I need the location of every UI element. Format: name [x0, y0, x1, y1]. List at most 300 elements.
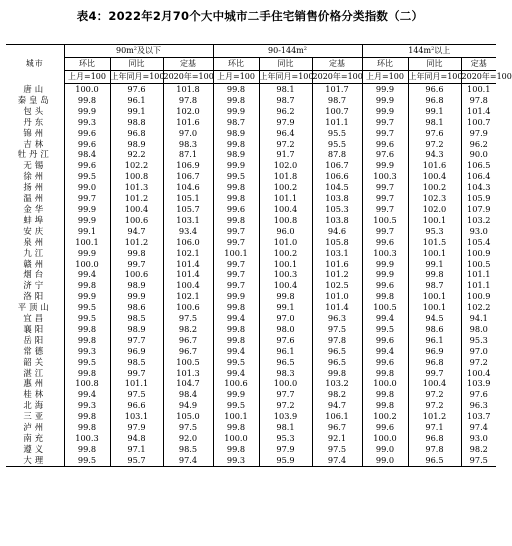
index-value-cell: 99.6	[362, 139, 408, 150]
index-value-cell: 101.0	[259, 237, 312, 248]
index-value-cell: 96.1	[259, 346, 312, 357]
index-value-cell: 97.5	[461, 455, 496, 466]
index-value-cell: 98.9	[110, 139, 163, 150]
index-value-cell: 94.3	[408, 149, 461, 160]
index-value-cell: 99.8	[213, 84, 259, 95]
sub-header-yoy: 同比	[259, 58, 312, 71]
city-name-cell: 桂林	[23, 389, 47, 400]
index-value-cell: 97.8	[312, 335, 362, 346]
index-value-cell: 99.5	[64, 357, 110, 368]
index-value-cell: 100.4	[259, 204, 312, 215]
index-value-cell: 95.3	[461, 335, 496, 346]
index-value-cell: 99.7	[362, 226, 408, 237]
index-value-cell: 99.5	[64, 302, 110, 313]
index-value-cell: 101.2	[110, 237, 163, 248]
index-value-cell: 98.9	[110, 324, 163, 335]
index-value-cell: 96.5	[259, 357, 312, 368]
index-value-cell: 97.8	[408, 444, 461, 455]
index-value-cell: 97.7	[259, 389, 312, 400]
table-row	[6, 215, 496, 226]
city-name-cell: 唐山	[23, 83, 47, 94]
index-value-cell: 105.1	[163, 193, 213, 204]
index-value-cell: 99.6	[362, 335, 408, 346]
table-title: 表4：2022年2月70个大中城市二手住宅销售价格分类指数（二）	[76, 9, 424, 23]
index-value-cell: 100.5	[163, 357, 213, 368]
index-value-cell: 99.3	[64, 117, 110, 128]
index-value-cell: 107.9	[461, 204, 496, 215]
city-name-cell: 洛阳	[23, 291, 47, 302]
index-value-cell: 94.6	[312, 226, 362, 237]
index-value-cell: 90.0	[461, 149, 496, 160]
index-value-cell: 99.8	[64, 422, 110, 433]
city-name-cell: 秦皇岛	[17, 94, 52, 105]
sub-header-fixed-base: 定基	[461, 58, 496, 71]
city-name-cell: 无锡	[23, 160, 47, 171]
base-header-prev-year-month: 上年同月=100	[259, 71, 312, 84]
city-name-cell: 岳阳	[23, 334, 47, 345]
index-value-cell: 101.6	[408, 160, 461, 171]
city-name-cell: 宜昌	[23, 313, 47, 324]
index-value-cell: 99.8	[213, 324, 259, 335]
index-value-cell: 97.8	[163, 95, 213, 106]
index-value-cell: 96.0	[259, 226, 312, 237]
table-row	[6, 84, 496, 95]
index-value-cell: 96.8	[408, 433, 461, 444]
index-value-cell: 96.1	[408, 335, 461, 346]
index-value-cell: 98.1	[259, 84, 312, 95]
index-value-cell: 97.2	[408, 389, 461, 400]
city-name-cell: 遵义	[23, 443, 47, 454]
index-value-cell: 97.5	[110, 389, 163, 400]
index-value-cell: 99.1	[110, 106, 163, 117]
table-row	[6, 117, 496, 128]
index-value-cell: 106.7	[312, 160, 362, 171]
index-value-cell: 99.7	[213, 269, 259, 280]
city-name-cell: 牡丹江	[17, 149, 52, 160]
index-value-cell: 101.5	[408, 237, 461, 248]
city-name-cell: 襄阳	[23, 323, 47, 334]
group-header-90-144: $90-144m^2$	[213, 45, 362, 58]
index-value-cell: 104.3	[461, 182, 496, 193]
index-value-cell: 103.9	[461, 378, 496, 389]
table-row	[6, 313, 496, 324]
index-value-cell: 99.8	[213, 422, 259, 433]
index-value-cell: 101.3	[163, 368, 213, 379]
index-value-cell: 100.0	[64, 84, 110, 95]
index-value-cell: 102.2	[461, 302, 496, 313]
index-value-cell: 97.4	[461, 422, 496, 433]
index-value-cell: 96.3	[312, 313, 362, 324]
index-value-cell: 97.5	[163, 313, 213, 324]
table-row	[6, 280, 496, 291]
index-value-cell: 99.9	[213, 291, 259, 302]
index-value-cell: 103.9	[259, 411, 312, 422]
index-value-cell: 101.7	[312, 84, 362, 95]
index-value-cell: 99.3	[64, 346, 110, 357]
index-value-cell: 97.8	[461, 95, 496, 106]
index-value-cell: 99.4	[213, 346, 259, 357]
table-row	[6, 95, 496, 106]
index-value-cell: 99.6	[362, 237, 408, 248]
index-value-cell: 106.4	[461, 171, 496, 182]
index-value-cell: 101.1	[110, 378, 163, 389]
index-value-cell: 106.1	[312, 411, 362, 422]
index-value-cell: 99.9	[213, 106, 259, 117]
city-name-cell: 韶关	[23, 356, 47, 367]
city-name-cell: 济宁	[23, 280, 47, 291]
index-value-cell: 97.9	[259, 444, 312, 455]
index-value-cell: 98.0	[259, 324, 312, 335]
index-value-cell: 100.5	[362, 302, 408, 313]
city-name-cell: 常德	[23, 345, 47, 356]
city-name-cell: 大理	[6, 455, 64, 466]
index-value-cell: 99.1	[259, 302, 312, 313]
table-row	[6, 389, 496, 400]
index-value-cell: 99.7	[362, 193, 408, 204]
index-value-cell: 96.8	[110, 128, 163, 139]
index-value-cell: 97.6	[259, 335, 312, 346]
base-header-prev-month: 上月=100	[64, 71, 110, 84]
city-name-cell: 丹东	[23, 116, 47, 127]
index-value-cell: 99.8	[213, 182, 259, 193]
index-value-cell: 92.2	[110, 149, 163, 160]
city-name-cell: 九江	[23, 247, 47, 258]
index-value-cell: 98.9	[213, 128, 259, 139]
index-value-cell: 101.1	[312, 117, 362, 128]
index-value-cell: 98.3	[163, 139, 213, 150]
index-value-cell: 99.0	[64, 182, 110, 193]
index-value-cell: 99.1	[408, 259, 461, 270]
index-value-cell: 100.0	[259, 378, 312, 389]
base-header-year-2020: 2020年=100	[461, 71, 496, 84]
index-value-cell: 99.8	[64, 280, 110, 291]
index-value-cell: 104.5	[312, 182, 362, 193]
index-value-cell: 101.6	[312, 259, 362, 270]
index-value-cell: 99.8	[64, 444, 110, 455]
sub-header-yoy: 同比	[110, 58, 163, 71]
index-value-cell: 96.7	[163, 335, 213, 346]
index-value-cell: 102.0	[163, 106, 213, 117]
city-name-cell: 北海	[23, 400, 47, 411]
index-value-cell: 97.6	[362, 149, 408, 160]
index-value-cell: 97.2	[408, 400, 461, 411]
index-value-cell: 98.6	[110, 302, 163, 313]
city-name-cell: 湛江	[23, 367, 47, 378]
base-header-prev-year-month: 上年同月=100	[408, 71, 461, 84]
index-value-cell: 100.1	[259, 259, 312, 270]
index-value-cell: 100.1	[408, 291, 461, 302]
table-row	[6, 269, 496, 280]
city-name-cell: 烟台	[23, 269, 47, 280]
index-value-cell: 97.2	[259, 400, 312, 411]
base-header-year-2020: 2020年=100	[163, 71, 213, 84]
index-value-cell: 103.1	[312, 248, 362, 259]
index-value-cell: 100.0	[362, 378, 408, 389]
index-value-cell: 98.2	[461, 444, 496, 455]
index-value-cell: 99.5	[64, 171, 110, 182]
index-value-cell: 99.9	[362, 269, 408, 280]
index-value-cell: 99.9	[362, 95, 408, 106]
index-value-cell: 99.8	[362, 291, 408, 302]
index-value-cell: 100.1	[408, 302, 461, 313]
index-value-cell: 94.9	[163, 400, 213, 411]
city-name-cell: 包头	[23, 105, 47, 116]
table-row	[6, 433, 496, 444]
city-name-cell: 徐州	[23, 171, 47, 182]
index-value-cell: 100.6	[213, 378, 259, 389]
city-name-cell: 扬州	[23, 182, 47, 193]
index-value-cell: 99.8	[213, 335, 259, 346]
index-value-cell: 99.8	[213, 95, 259, 106]
index-value-cell: 100.3	[64, 433, 110, 444]
index-value-cell: 97.0	[163, 128, 213, 139]
index-value-cell: 106.9	[163, 160, 213, 171]
index-value-cell: 99.8	[213, 215, 259, 226]
index-value-cell: 99.4	[213, 313, 259, 324]
index-value-cell: 100.1	[213, 411, 259, 422]
city-column-header: 城市	[6, 45, 64, 84]
index-value-cell: 102.0	[259, 160, 312, 171]
index-value-cell: 101.8	[259, 171, 312, 182]
index-value-cell: 100.4	[408, 378, 461, 389]
index-value-cell: 99.8	[213, 193, 259, 204]
index-value-cell: 97.7	[110, 335, 163, 346]
index-value-cell: 98.7	[213, 117, 259, 128]
index-value-cell: 100.0	[362, 433, 408, 444]
index-value-cell: 99.9	[64, 215, 110, 226]
index-value-cell: 100.9	[461, 291, 496, 302]
index-value-cell: 106.6	[312, 171, 362, 182]
index-value-cell: 103.1	[163, 215, 213, 226]
index-value-cell: 99.5	[64, 313, 110, 324]
index-value-cell: 96.7	[312, 422, 362, 433]
table-row	[6, 357, 496, 368]
index-value-cell: 101.6	[163, 117, 213, 128]
index-value-cell: 97.0	[259, 313, 312, 324]
city-name-cell: 锦州	[23, 127, 47, 138]
index-value-cell: 100.3	[362, 171, 408, 182]
index-value-cell: 99.6	[362, 280, 408, 291]
table-row	[6, 160, 496, 171]
city-name-cell: 泉州	[23, 236, 47, 247]
table-row	[6, 368, 496, 379]
index-value-cell: 100.4	[259, 280, 312, 291]
index-value-cell: 95.3	[408, 226, 461, 237]
index-value-cell: 97.4	[163, 455, 213, 466]
index-value-cell: 101.8	[163, 84, 213, 95]
index-value-cell: 96.8	[408, 357, 461, 368]
index-value-cell: 104.6	[163, 182, 213, 193]
index-value-cell: 99.8	[64, 95, 110, 106]
index-value-cell: 100.6	[163, 302, 213, 313]
index-value-cell: 99.8	[213, 139, 259, 150]
index-value-cell: 99.4	[213, 368, 259, 379]
table-row	[6, 149, 496, 160]
table-row	[6, 444, 496, 455]
index-value-cell: 94.1	[461, 313, 496, 324]
index-value-cell: 99.7	[213, 237, 259, 248]
index-value-cell: 101.4	[461, 106, 496, 117]
index-value-cell: 102.3	[408, 193, 461, 204]
table-row	[6, 302, 496, 313]
index-value-cell: 98.5	[163, 444, 213, 455]
index-value-cell: 101.0	[312, 291, 362, 302]
index-value-cell: 99.8	[362, 389, 408, 400]
index-value-cell: 99.3	[213, 455, 259, 466]
index-value-cell: 97.2	[259, 139, 312, 150]
index-value-cell: 99.7	[213, 259, 259, 270]
table-body	[6, 84, 496, 467]
index-value-cell: 98.5	[110, 357, 163, 368]
table-row	[6, 346, 496, 357]
index-value-cell: 99.9	[64, 248, 110, 259]
index-value-cell: 103.8	[312, 193, 362, 204]
index-value-cell: 99.7	[110, 259, 163, 270]
index-value-cell: 99.9	[362, 84, 408, 95]
header-group-row	[6, 45, 496, 58]
city-name-cell: 平顶山	[17, 302, 52, 313]
index-value-cell: 100.4	[163, 280, 213, 291]
index-value-cell: 103.2	[312, 378, 362, 389]
index-value-cell: 99.8	[408, 269, 461, 280]
table-row	[6, 226, 496, 237]
index-value-cell: 99.4	[64, 269, 110, 280]
index-value-cell: 93.4	[163, 226, 213, 237]
index-value-cell: 87.8	[312, 149, 362, 160]
index-value-cell: 99.7	[362, 117, 408, 128]
index-value-cell: 99.4	[362, 346, 408, 357]
index-value-cell: 99.9	[64, 291, 110, 302]
index-value-cell: 100.4	[110, 204, 163, 215]
index-value-cell: 94.8	[110, 433, 163, 444]
table-row	[6, 182, 496, 193]
index-value-cell: 91.7	[259, 149, 312, 160]
city-name-cell: 金华	[23, 203, 47, 214]
index-value-cell: 105.4	[461, 237, 496, 248]
index-value-cell: 103.1	[110, 411, 163, 422]
index-value-cell: 99.5	[64, 455, 110, 466]
price-index-table	[6, 44, 512, 467]
index-value-cell: 99.6	[64, 139, 110, 150]
index-value-cell: 100.2	[259, 248, 312, 259]
index-value-cell: 95.7	[110, 455, 163, 466]
group-header-under-90: $90m^2$及以下	[64, 45, 213, 58]
table-row	[6, 106, 496, 117]
index-value-cell: 99.9	[110, 291, 163, 302]
index-value-cell: 98.4	[64, 149, 110, 160]
index-value-cell: 105.3	[312, 204, 362, 215]
index-value-cell: 99.8	[312, 368, 362, 379]
table-row	[6, 411, 496, 422]
index-value-cell: 99.5	[213, 357, 259, 368]
index-value-cell: 98.7	[312, 95, 362, 106]
table-row	[6, 335, 496, 346]
index-value-cell: 96.4	[259, 128, 312, 139]
index-value-cell: 95.5	[312, 128, 362, 139]
index-value-cell: 102.1	[163, 291, 213, 302]
city-name-cell: 泸州	[23, 422, 47, 433]
index-value-cell: 96.9	[408, 346, 461, 357]
index-value-cell: 103.2	[461, 215, 496, 226]
index-value-cell: 105.0	[163, 411, 213, 422]
index-value-cell: 97.6	[461, 389, 496, 400]
base-header-year-2020: 2020年=100	[312, 71, 362, 84]
index-value-cell: 98.5	[110, 313, 163, 324]
index-value-cell: 104.7	[163, 378, 213, 389]
index-value-cell: 97.9	[461, 128, 496, 139]
index-value-cell: 97.6	[110, 84, 163, 95]
index-value-cell: 100.8	[259, 215, 312, 226]
index-value-cell: 102.0	[408, 204, 461, 215]
index-value-cell: 100.4	[408, 171, 461, 182]
index-value-cell: 99.1	[408, 106, 461, 117]
index-value-cell: 98.8	[110, 117, 163, 128]
index-value-cell: 93.0	[461, 433, 496, 444]
index-value-cell: 97.2	[408, 139, 461, 150]
index-value-cell: 100.1	[213, 248, 259, 259]
index-value-cell: 97.6	[408, 128, 461, 139]
index-value-cell: 100.5	[362, 215, 408, 226]
index-value-cell: 100.9	[461, 248, 496, 259]
base-header-prev-month: 上月=100	[213, 71, 259, 84]
index-value-cell: 100.3	[259, 269, 312, 280]
index-value-cell: 106.7	[163, 171, 213, 182]
index-value-cell: 96.2	[259, 106, 312, 117]
index-value-cell: 99.8	[64, 335, 110, 346]
index-value-cell: 96.6	[408, 84, 461, 95]
index-value-cell: 99.6	[213, 204, 259, 215]
index-value-cell: 100.5	[461, 259, 496, 270]
index-value-cell: 98.4	[163, 389, 213, 400]
index-value-cell: 96.5	[312, 357, 362, 368]
index-value-cell: 100.3	[362, 248, 408, 259]
index-value-cell: 96.8	[408, 95, 461, 106]
index-value-cell: 99.8	[64, 324, 110, 335]
index-value-cell: 99.6	[64, 128, 110, 139]
city-name-cell: 南充	[23, 433, 47, 443]
table-row	[6, 455, 496, 466]
table-row	[6, 248, 496, 259]
index-value-cell: 95.3	[259, 433, 312, 444]
index-value-cell: 99.8	[362, 400, 408, 411]
index-value-cell: 97.9	[110, 422, 163, 433]
index-value-cell: 101.1	[461, 280, 496, 291]
index-value-cell: 101.2	[408, 411, 461, 422]
index-value-cell: 100.1	[408, 248, 461, 259]
index-value-cell: 99.0	[362, 444, 408, 455]
table-row	[6, 193, 496, 204]
index-value-cell: 97.1	[408, 422, 461, 433]
index-value-cell: 99.9	[362, 259, 408, 270]
index-value-cell: 105.9	[461, 193, 496, 204]
city-name-cell: 赣州	[23, 258, 47, 269]
city-name-cell: 吉林	[23, 138, 47, 149]
index-value-cell: 98.2	[163, 324, 213, 335]
index-value-cell: 98.9	[213, 149, 259, 160]
table-row	[6, 291, 496, 302]
index-value-cell: 99.4	[64, 389, 110, 400]
index-value-cell: 106.5	[461, 160, 496, 171]
index-value-cell: 99.6	[362, 422, 408, 433]
index-value-cell: 94.5	[408, 313, 461, 324]
index-value-cell: 99.9	[64, 204, 110, 215]
index-value-cell: 103.8	[312, 215, 362, 226]
sub-header-fixed-base: 定基	[163, 58, 213, 71]
index-value-cell: 96.5	[312, 346, 362, 357]
index-value-cell: 99.7	[408, 368, 461, 379]
city-name-cell: 三亚	[23, 411, 47, 422]
index-value-cell: 99.1	[64, 226, 110, 237]
